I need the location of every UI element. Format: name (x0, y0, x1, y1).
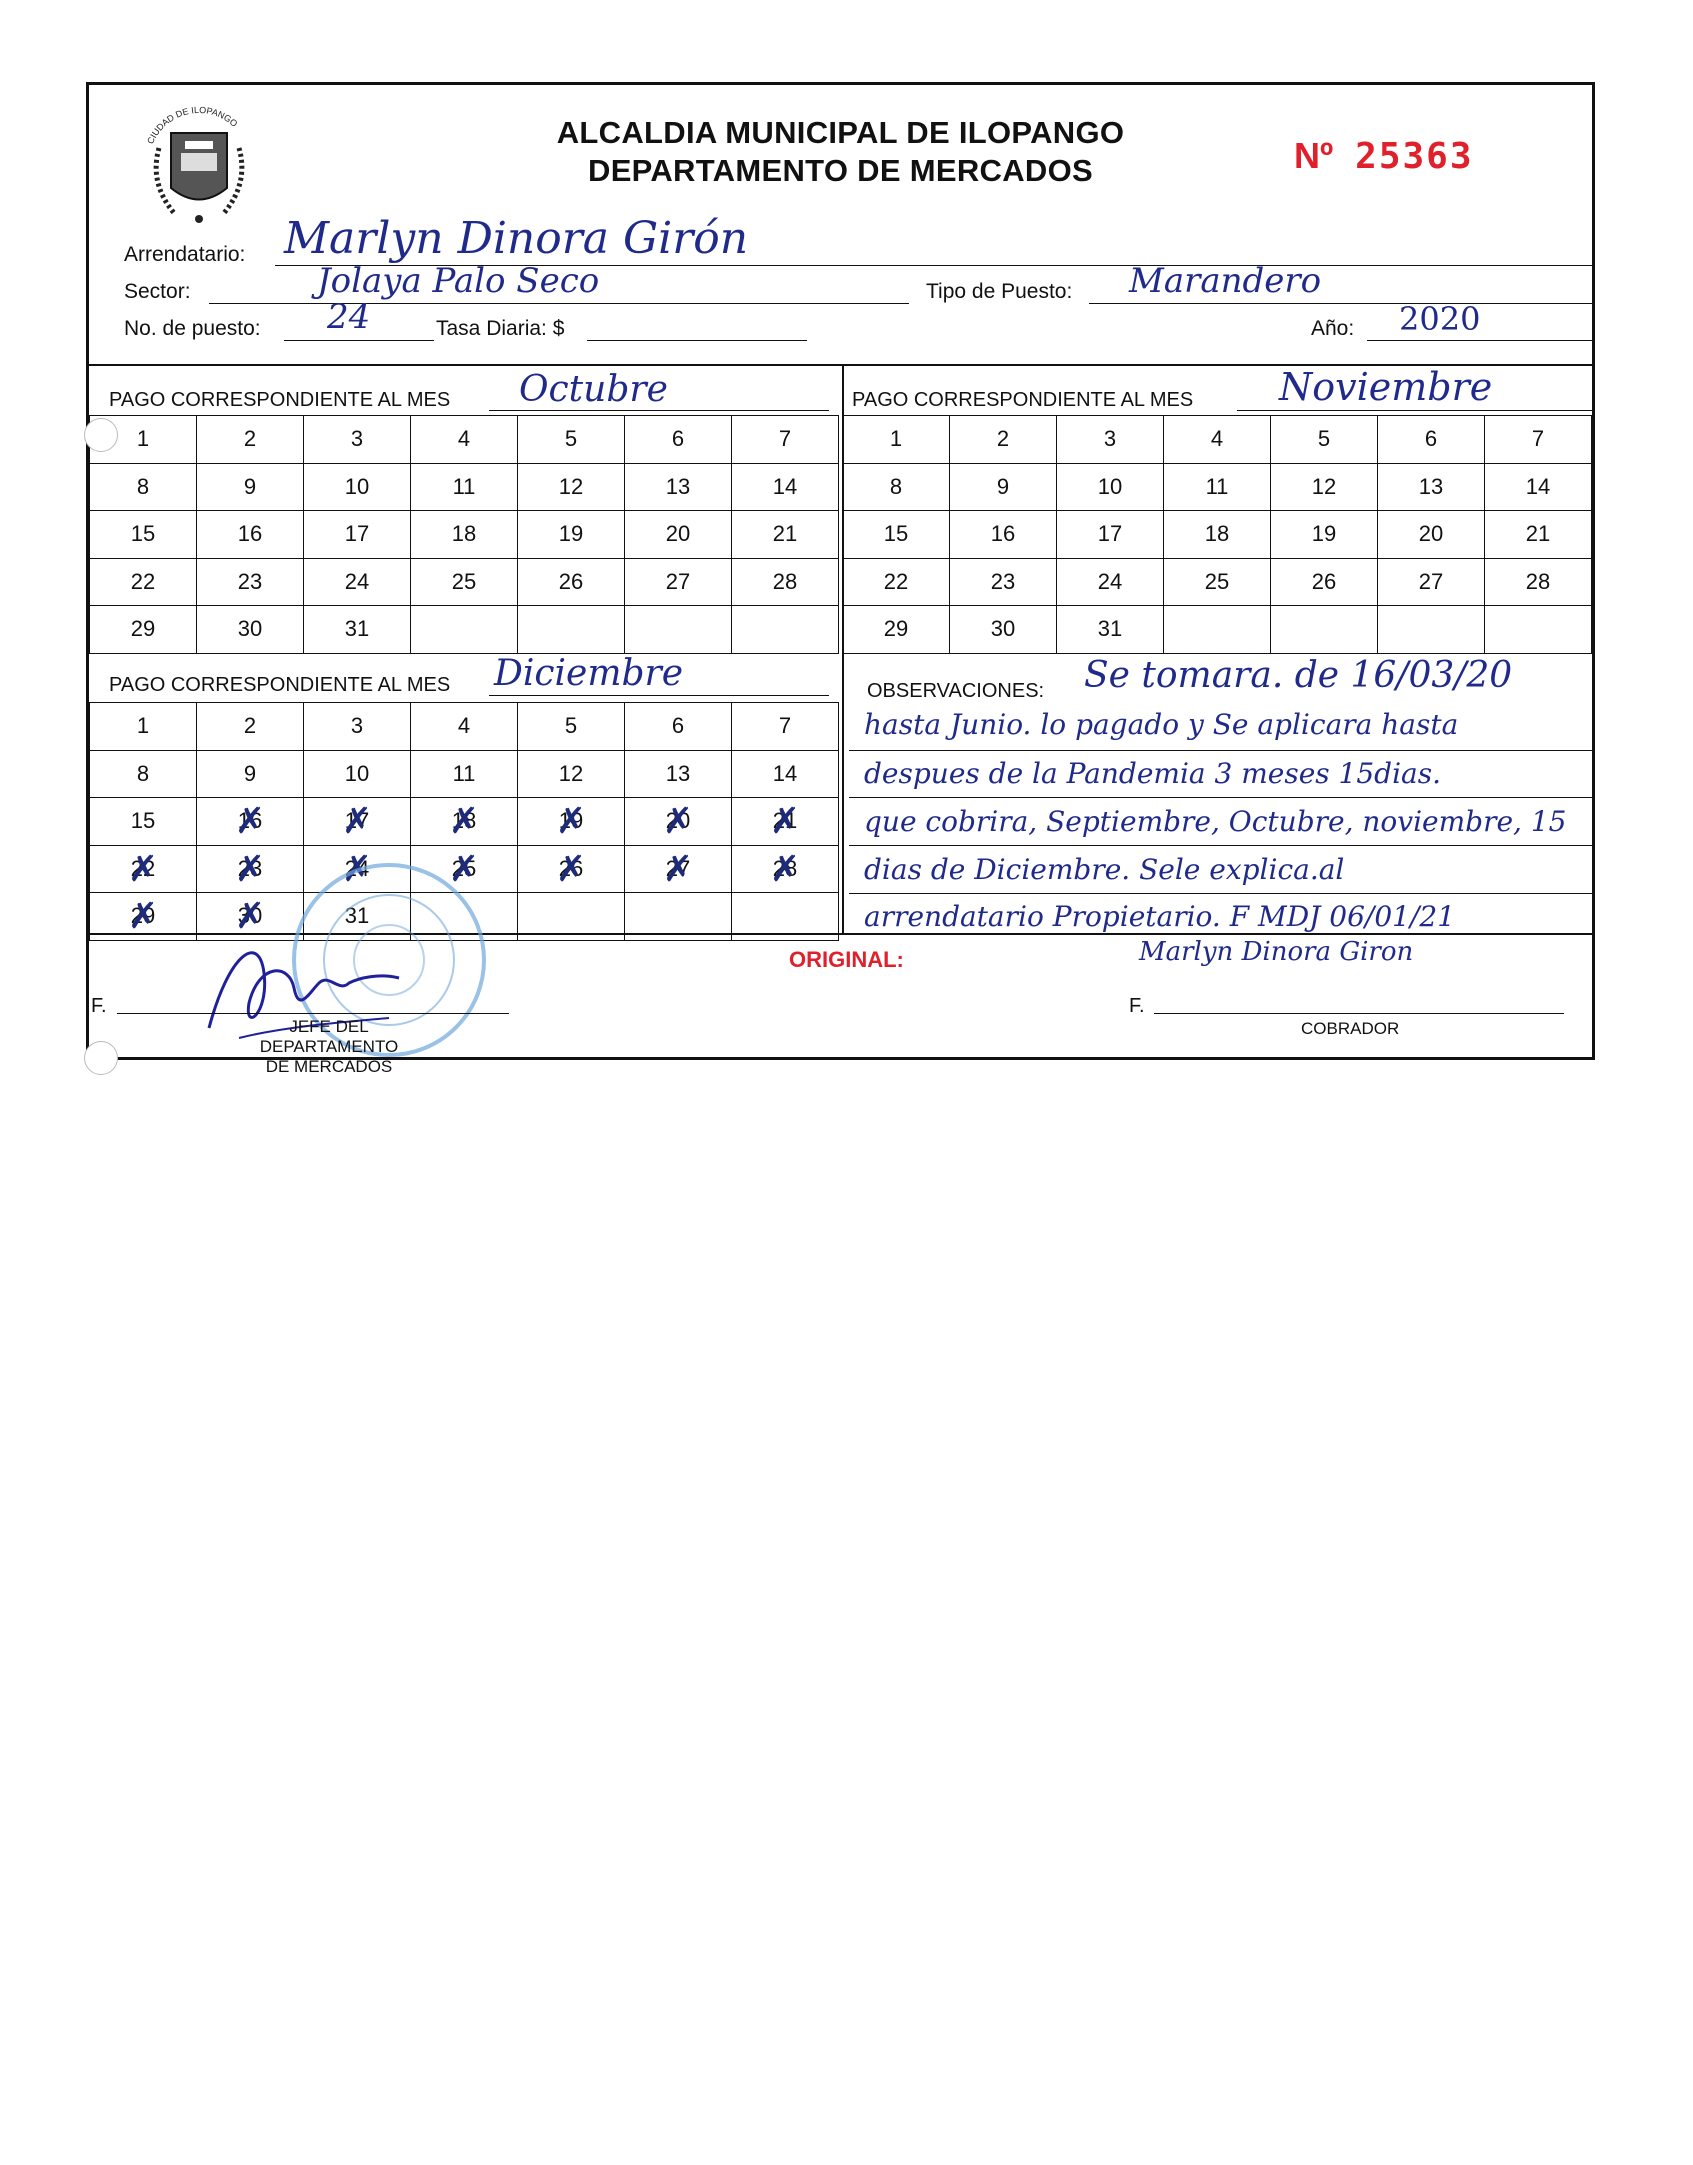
empty-day-cell (624, 892, 732, 941)
day-cell: 7 (731, 702, 839, 751)
puesto-line (284, 340, 434, 341)
day-cell: 16 (949, 510, 1057, 559)
month1-line (489, 410, 829, 411)
empty-day-cell (731, 892, 839, 941)
day-cell: 29 (842, 605, 950, 654)
original-label: ORIGINAL: (789, 947, 904, 972)
firma-jefe-line (117, 1013, 509, 1014)
day-cell: 23 (949, 558, 1057, 607)
day-cell: 27 (1377, 558, 1485, 607)
day-cell: 20 (624, 510, 732, 559)
anio-value: 2020 (1399, 300, 1481, 338)
day-cell: 16 (196, 510, 304, 559)
tipo-puesto-value: Marandero (1129, 261, 1322, 301)
svg-text:CIUDAD DE ILOPANGO: CIUDAD DE ILOPANGO (145, 104, 240, 146)
day-cell: 13 (624, 750, 732, 799)
day-cell: 17 ✗ (303, 797, 411, 846)
empty-day-cell (410, 605, 518, 654)
day-cell: 2 (196, 415, 304, 464)
sector-label: Sector: (124, 280, 191, 303)
day-cell: 28 ✗ (731, 845, 839, 894)
day-cell: 1 (89, 702, 197, 751)
day-cell: 2 (949, 415, 1057, 464)
month1-label: PAGO CORRESPONDIENTE AL MES (109, 389, 451, 411)
obs-rule-3 (849, 845, 1594, 846)
month2-label: PAGO CORRESPONDIENTE AL MES (852, 389, 1194, 411)
firma-jefe-label: F. (91, 995, 107, 1017)
day-cell: 9 (196, 750, 304, 799)
day-cell: 30 (196, 605, 304, 654)
day-cell: 9 (949, 463, 1057, 512)
folio-number: Nº 25363 (1294, 135, 1474, 177)
firma-cobrador-label: F. (1129, 995, 1145, 1017)
obs-rule-1 (849, 750, 1594, 751)
day-cell: 6 (624, 702, 732, 751)
day-cell: 10 (303, 463, 411, 512)
day-cell: 15 (89, 510, 197, 559)
empty-day-cell (1270, 605, 1378, 654)
anio-label: Año: (1311, 317, 1355, 340)
day-cell: 5 (517, 702, 625, 751)
day-cell: 23 ✗ (196, 845, 304, 894)
day-cell: 7 (1484, 415, 1592, 464)
day-cell: 14 (1484, 463, 1592, 512)
observaciones-line-1: Se tomara. de 16/03/20 (1084, 655, 1513, 696)
month3-line (489, 695, 829, 696)
day-cell: 1 (89, 415, 197, 464)
day-cell: 13 (624, 463, 732, 512)
day-cell: 22 (842, 558, 950, 607)
day-cell: 24 (303, 558, 411, 607)
day-cell: 21 (1484, 510, 1592, 559)
obs-rule-2 (849, 797, 1594, 798)
jefe-departamento-label: JEFE DEL DEPARTAMENTO DE MERCADOS (259, 1017, 399, 1076)
day-cell: 31 (303, 892, 411, 941)
day-cell: 11 (410, 463, 518, 512)
empty-day-cell (517, 605, 625, 654)
tipo-puesto-line (1089, 303, 1594, 304)
day-cell: 17 (303, 510, 411, 559)
day-cell: 19 ✗ (517, 797, 625, 846)
day-cell: 28 (731, 558, 839, 607)
day-cell: 12 (1270, 463, 1378, 512)
day-cell: 5 (1270, 415, 1378, 464)
day-cell: 17 (1056, 510, 1164, 559)
day-cell: 26 ✗ (517, 845, 625, 894)
day-cell: 15 (842, 510, 950, 559)
day-cell: 20 (1377, 510, 1485, 559)
day-cell: 12 (517, 463, 625, 512)
day-cell: 4 (1163, 415, 1271, 464)
day-cell: 25 (410, 558, 518, 607)
arrendatario-label: Arrendatario: (124, 243, 246, 266)
day-cell: 28 (1484, 558, 1592, 607)
day-cell: 4 (410, 415, 518, 464)
day-cell: 22 ✗ (89, 845, 197, 894)
puesto-label: No. de puesto: (124, 317, 261, 340)
punch-hole-top (84, 418, 118, 452)
month3-label: PAGO CORRESPONDIENTE AL MES (109, 674, 451, 696)
day-cell: 30 ✗ (196, 892, 304, 941)
day-cell: 19 (517, 510, 625, 559)
day-cell: 16 ✗ (196, 797, 304, 846)
day-cell: 31 (303, 605, 411, 654)
tasa-diaria-label: Tasa Diaria: $ (436, 317, 565, 340)
header-title: ALCALDIA MUNICIPAL DE ILOPANGO (556, 115, 1125, 150)
day-cell: 3 (303, 415, 411, 464)
day-cell: 21 ✗ (731, 797, 839, 846)
day-cell: 13 (1377, 463, 1485, 512)
punch-hole-bottom (84, 1041, 118, 1075)
day-cell: 9 (196, 463, 304, 512)
empty-day-cell (517, 892, 625, 941)
observaciones-line-5: dias de Diciembre. Sele explica.al (864, 853, 1345, 886)
day-cell: 15 (89, 797, 197, 846)
day-cell: 25 ✗ (410, 845, 518, 894)
day-cell: 25 (1163, 558, 1271, 607)
day-cell: 5 (517, 415, 625, 464)
observaciones-line-7: Marlyn Dinora Giron (1139, 937, 1414, 967)
day-cell: 26 (1270, 558, 1378, 607)
payment-card (86, 82, 1595, 1076)
empty-day-cell (1163, 605, 1271, 654)
day-cell: 18 (410, 510, 518, 559)
day-cell: 20 ✗ (624, 797, 732, 846)
day-cell: 2 (196, 702, 304, 751)
day-cell: 1 (842, 415, 950, 464)
day-cell: 23 (196, 558, 304, 607)
sector-line (209, 303, 909, 304)
day-cell: 4 (410, 702, 518, 751)
cobrador-label: COBRADOR (1301, 1019, 1400, 1038)
month1-value: Octubre (519, 369, 668, 410)
observaciones-line-2: hasta Junio. lo pagado y Se aplicara hasta (864, 708, 1459, 741)
observaciones-line-4: que cobrira, Septiembre, Octubre, noviembre, 15 (864, 805, 1567, 838)
day-cell: 21 (731, 510, 839, 559)
day-cell: 14 (731, 750, 839, 799)
day-cell: 27 ✗ (624, 845, 732, 894)
day-cell: 19 (1270, 510, 1378, 559)
day-cell: 18 (1163, 510, 1271, 559)
day-cell: 29 (89, 605, 197, 654)
firma-cobrador-line (1154, 1013, 1564, 1014)
observaciones-line-6: arrendatario Propietario. F MDJ 06/01/21 (864, 900, 1456, 933)
tasa-diaria-line (587, 340, 807, 341)
empty-day-cell (1484, 605, 1592, 654)
observaciones-label: OBSERVACIONES: (867, 680, 1045, 702)
day-cell: 3 (1056, 415, 1164, 464)
day-cell: 12 (517, 750, 625, 799)
day-cell: 11 (1163, 463, 1271, 512)
day-cell: 24 (1056, 558, 1164, 607)
month3-value: Diciembre (494, 653, 684, 694)
day-cell: 27 (624, 558, 732, 607)
empty-day-cell (624, 605, 732, 654)
day-cell: 6 (624, 415, 732, 464)
day-cell: 24 ✗ (303, 845, 411, 894)
day-cell: 22 (89, 558, 197, 607)
day-cell: 18 ✗ (410, 797, 518, 846)
obs-rule-4 (849, 893, 1594, 894)
header-subtitle: DEPARTAMENTO DE MERCADOS (588, 153, 1093, 188)
arrendatario-value: Marlyn Dinora Girón (284, 213, 749, 264)
day-cell: 8 (89, 750, 197, 799)
day-cell: 14 (731, 463, 839, 512)
day-cell: 26 (517, 558, 625, 607)
day-cell: 10 (303, 750, 411, 799)
day-cell: 11 (410, 750, 518, 799)
day-cell: 30 (949, 605, 1057, 654)
month2-value: Noviembre (1279, 365, 1493, 409)
day-cell: 10 (1056, 463, 1164, 512)
day-cell: 8 (89, 463, 197, 512)
empty-day-cell (1377, 605, 1485, 654)
day-cell: 8 (842, 463, 950, 512)
day-cell: 7 (731, 415, 839, 464)
sector-value: Jolaya Palo Seco (317, 261, 600, 301)
anio-line (1367, 340, 1592, 341)
day-cell: 3 (303, 702, 411, 751)
tipo-puesto-label: Tipo de Puesto: (926, 280, 1073, 303)
day-cell: 29 ✗ (89, 892, 197, 941)
month2-line (1237, 410, 1592, 411)
day-cell: 6 (1377, 415, 1485, 464)
observaciones-line-3: despues de la Pandemia 3 meses 15dias. (864, 757, 1442, 790)
day-cell: 31 (1056, 605, 1164, 654)
empty-day-cell (731, 605, 839, 654)
puesto-value: 24 (327, 297, 371, 337)
